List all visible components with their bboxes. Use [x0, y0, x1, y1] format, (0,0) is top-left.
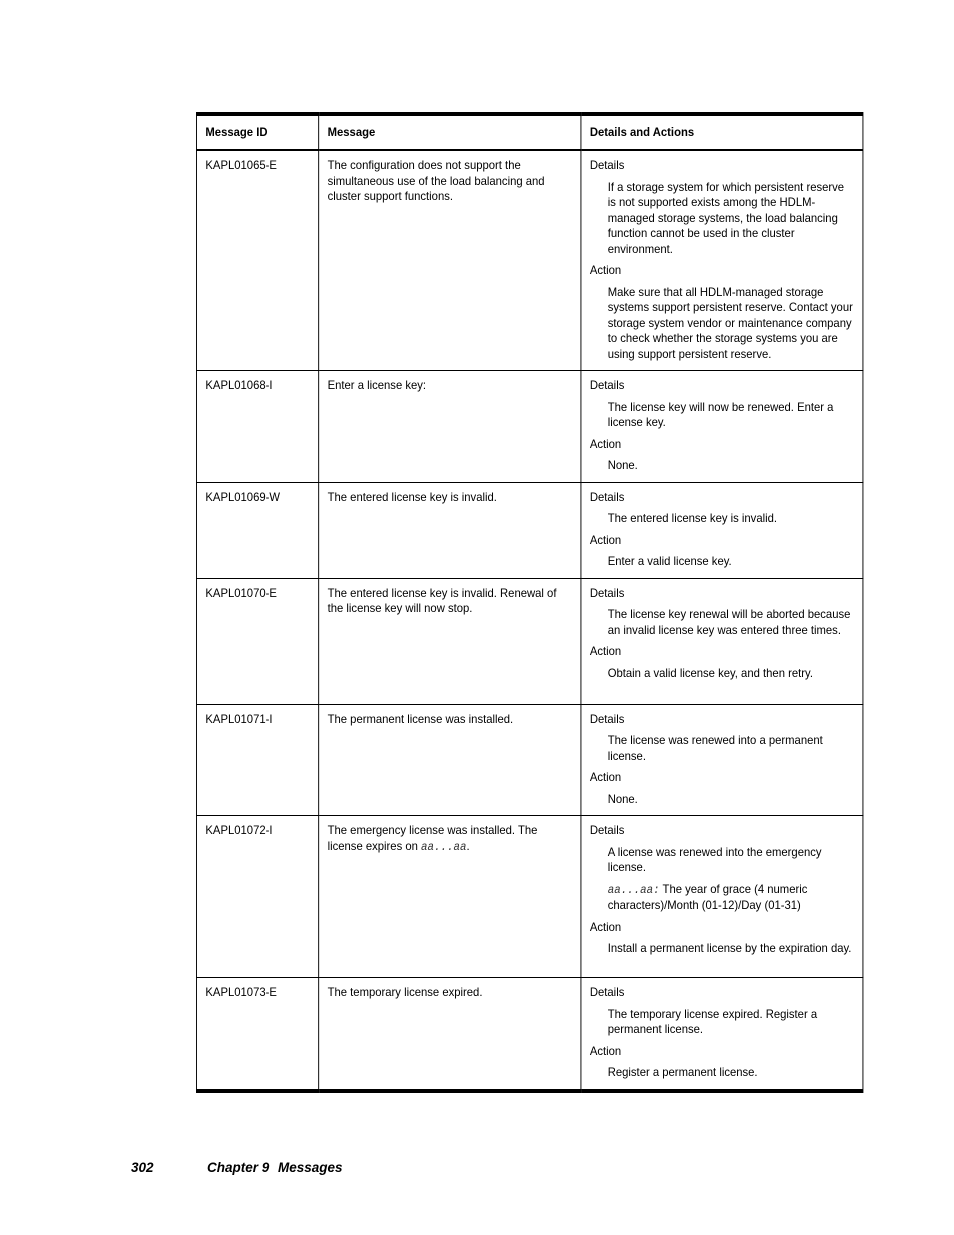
messages-table — [196, 112, 863, 1093]
details-actions-cell — [581, 371, 863, 483]
message-cell — [319, 816, 581, 978]
chapter-number: Chapter 9 — [207, 1160, 270, 1175]
date-variable: aa...aa: — [607, 883, 660, 897]
table-header-row — [196, 114, 862, 150]
action-label: Action — [589, 770, 622, 784]
details-label: Details — [589, 711, 625, 726]
details-actions-cell — [581, 150, 863, 371]
message-cell: The entered license key is invalid. Renewal of the license key will now stop. — [319, 578, 581, 704]
message-cell: The configuration does not support the simultaneous use of the load balancing and cluster support functions. — [319, 150, 581, 371]
page-number: 302 — [131, 1160, 154, 1175]
action-text: Obtain a valid license key, and then retry. — [607, 665, 813, 680]
message-id-cell: KAPL01070-E — [196, 578, 318, 704]
details-text: A license was renewed into the emergency license. — [607, 844, 822, 874]
details-label: Details — [589, 378, 625, 392]
message-id-cell: KAPL01073-E — [196, 978, 318, 1091]
details-text: The license key renewal will be aborted because an invalid license key was entered three times. — [607, 607, 851, 637]
variable-description-text: The year of grace (4 numeric characters)/Month (01-12)/Day (01-31) — [607, 881, 808, 912]
details-text: The license key will now be renewed. Enter a license key. — [607, 399, 834, 429]
action-text: Enter a valid license key. — [607, 554, 732, 568]
message-cell: The temporary license expired. — [319, 978, 581, 1091]
action-text: None. — [607, 458, 638, 472]
details-label: Details — [589, 585, 625, 600]
chapter-title: Messages — [278, 1160, 343, 1175]
action-label: Action — [589, 436, 622, 451]
message-text: The emergency license was installed. The license expires on — [327, 823, 538, 853]
header-details-and-actions: Details and Actions — [581, 114, 863, 150]
message-id-cell: KAPL01065-E — [196, 150, 318, 371]
details-actions-cell — [581, 704, 863, 816]
action-text: Register a permanent license. — [607, 1065, 758, 1079]
details-text: The entered license key is invalid. — [607, 511, 778, 525]
table-row — [196, 150, 862, 371]
message-text-end: . — [466, 838, 470, 853]
details-actions-cell — [581, 578, 863, 704]
header-message-id: Message ID — [196, 114, 318, 150]
details-text: If a storage system for which persistent reserve is not supported exists among the HDLM-managed storage systems, the load balancing function cannot be used in the cluster environment. — [607, 179, 845, 256]
action-label: Action — [589, 532, 622, 547]
table-row — [196, 371, 862, 483]
table-row — [196, 482, 862, 578]
message-id-cell: KAPL01069-W — [196, 482, 318, 578]
header-message: Message — [319, 114, 581, 150]
details-actions-cell — [581, 482, 863, 578]
action-label: Action — [589, 919, 622, 934]
table-row — [196, 704, 862, 816]
table-row — [196, 816, 862, 978]
action-label: Action — [589, 263, 622, 277]
details-text: The license was renewed into a permanent license. — [607, 733, 823, 763]
message-cell: Enter a license key: — [319, 371, 581, 483]
variable-description — [608, 882, 854, 914]
message-cell: The entered license key is invalid. — [319, 482, 581, 578]
message-cell: The permanent license was installed. — [319, 704, 581, 816]
message-id-cell: KAPL01072-I — [196, 816, 318, 978]
details-label: Details — [589, 985, 625, 999]
action-label: Action — [589, 644, 622, 658]
date-variable: aa...aa — [421, 840, 467, 854]
details-actions-cell — [581, 978, 863, 1091]
action-text: Install a permanent license by the expiration day. — [607, 941, 852, 955]
details-text: The temporary license expired. Register a permanent license. — [607, 1006, 818, 1036]
details-actions-cell — [581, 816, 863, 978]
action-label: Action — [589, 1043, 622, 1058]
action-text: Make sure that all HDLM-managed storage systems support persistent reserve. Contact your storage system vendor or maintenance company to check whether the storage systems you are using support persistent reserve. — [607, 284, 853, 361]
table-row — [196, 978, 862, 1091]
message-id-cell: KAPL01068-I — [196, 371, 318, 483]
table-row — [196, 578, 862, 704]
details-label: Details — [589, 158, 625, 172]
details-label: Details — [589, 823, 625, 837]
action-text: None. — [607, 791, 638, 806]
details-label: Details — [589, 489, 625, 504]
message-id-cell: KAPL01071-I — [196, 704, 318, 816]
